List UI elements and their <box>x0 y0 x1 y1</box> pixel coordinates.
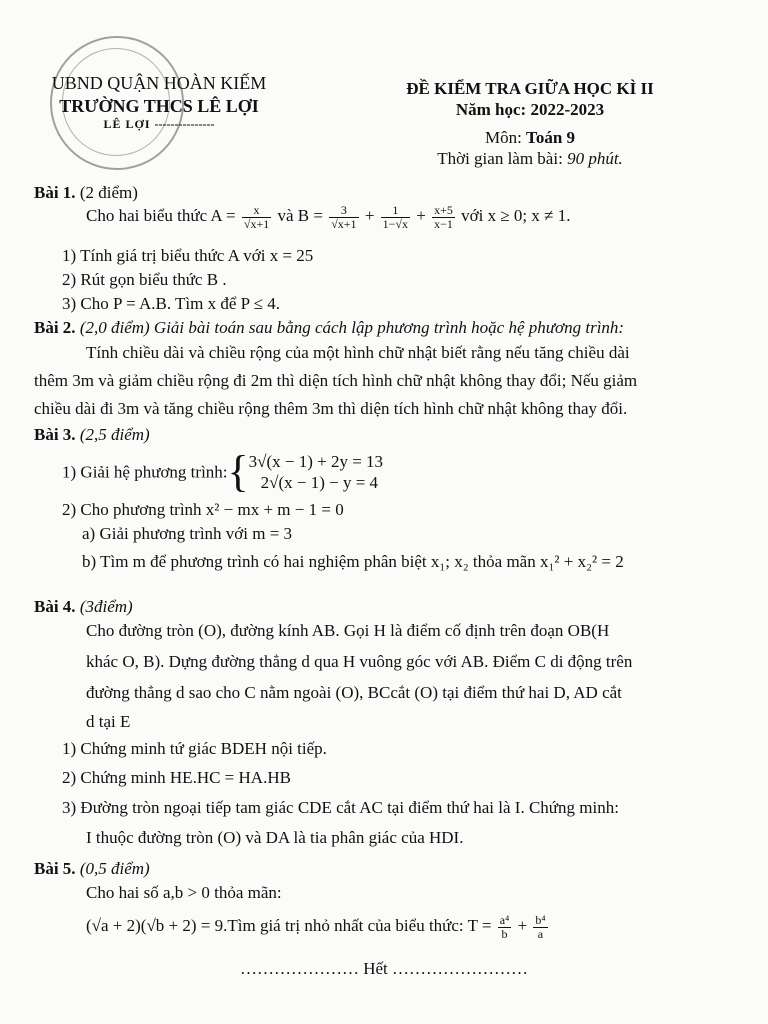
bai1-q3: 3) Cho P = A.B. Tìm x để P ≤ 4. <box>62 294 281 313</box>
bai3-q1: 1) Giải hệ phương trình:{ 3√(x − 1) + 2y = 13 2√(x − 1) − y = 4 <box>62 447 384 496</box>
frac-b1: $\frac{3}{√x+1}$ <box>331 203 357 231</box>
bai4-q3b: I thuộc đường tròn (O) và DA là tia phân giác của HDI. <box>86 828 464 847</box>
bai3-q2: 2) Cho phương trình x² − mx + m − 1 = 0 <box>62 500 344 519</box>
end-marker: ………………… Hết …………………… <box>239 959 529 978</box>
bai4-line4: d tại E <box>86 712 131 731</box>
frac-b3: $\frac{x+5}{x-1}$ <box>434 203 453 231</box>
time-line: Thời gian làm bài: 90 phút. <box>437 148 623 168</box>
exam-title: ĐỀ KIỂM TRA GIỮA HỌC KÌ II <box>406 79 654 98</box>
bai4-line3: đường thẳng d sao cho C nằm ngoài (O), BCcắt (O) tại điểm thứ hai D, AD cắt <box>86 683 622 702</box>
school-name: TRƯỜNG THCS LÊ LỢI <box>59 95 259 116</box>
bai4-q2: 2) Chứng minh HE.HC = HA.HB <box>62 768 291 787</box>
district-name: UBND QUẬN HOÀN KIẾM <box>51 73 267 93</box>
equation-system: 3√(x − 1) + 2y = 13 2√(x − 1) − y = 4 <box>248 451 384 492</box>
bai5-line2: (√a + 2)(√b + 2) = 9.Tìm giá trị nhỏ nhất của biểu thức: T = $\frac{\text{a⁴}}{b}$ + $\frac{\text{b⁴}}{a}$ <box>86 913 546 941</box>
bai2-line3: chiều dài đi 3m và tăng chiều rộng thêm 3m thì diện tích hình chữ nhật không thay đổi. <box>34 399 628 418</box>
bai4-heading: Bài 4. (3điểm) <box>34 597 133 616</box>
seal-text: LÊ LỢI --------------- <box>103 117 215 131</box>
bai4-q1: 1) Chứng minh tứ giác BDEH nội tiếp. <box>62 739 327 758</box>
bai5-heading: Bài 5. (0,5 điểm) <box>34 859 150 878</box>
school-year: Năm học: 2022-2023 <box>455 100 605 120</box>
frac-t2: $\frac{\text{b⁴}}{a}$ <box>535 913 546 941</box>
bai3-q2b: b) Tìm m để phương trình có hai nghiệm phân biệt x₁; x₂ thỏa mãn x₁² + x₂² = 2 <box>82 552 624 571</box>
header-left <box>34 72 284 132</box>
bai4-line2: khác O, B). Dựng đường thẳng d qua H vuông góc với AB. Điểm C di động trên <box>86 652 633 671</box>
header-right <box>360 78 700 169</box>
frac-t1: $\frac{\text{a⁴}}{b}$ <box>499 913 510 941</box>
bai2-line1: Tính chiều dài và chiều rộng của một hình chữ nhật biết rằng nếu tăng chiều dài <box>86 343 630 362</box>
bai1-q2: 2) Rút gọn biểu thức B . <box>62 270 227 289</box>
bai3-q2a: a) Giải phương trình với m = 3 <box>82 524 293 543</box>
bai4-q3a: 3) Đường tròn ngoại tiếp tam giác CDE cắt AC tại điểm thứ hai là I. Chứng minh: <box>62 798 619 817</box>
bai2-line2: thêm 3m và giảm chiều rộng đi 2m thì diện tích hình chữ nhật không thay đổi; Nếu giảm <box>34 371 638 390</box>
bai5-line1: Cho hai số a,b > 0 thỏa mãn: <box>86 883 282 902</box>
bai1-heading: Bài 1. (2 điểm) <box>34 183 138 202</box>
bai1-intro: Cho hai biểu thức A = $\frac{x}{√x+1}$ và B = $\frac{3}{√x+1}$ + $\frac{1}{1-√x}$ + $\frac{x+5}{x-1}$ với x ≥ 0; x ≠ 1. <box>86 203 571 231</box>
bai2-heading: Bài 2. (2,0 điểm) Giải bài toán sau bằng cách lập phương trình hoặc hệ phương trình: <box>34 318 625 337</box>
frac-b2: $\frac{1}{1-√x}$ <box>382 203 409 231</box>
bai4-line1: Cho đường tròn (O), đường kính AB. Gọi H là điểm cố định trên đoạn OB(H <box>86 621 610 640</box>
bai1-q1: 1) Tính giá trị biểu thức A với x = 25 <box>62 246 314 265</box>
bai3-heading: Bài 3. (2,5 điểm) <box>34 425 150 444</box>
frac-a: $\frac{x}{√x+1}$ <box>243 203 270 231</box>
subject-line: Môn: Toán 9 <box>484 127 576 147</box>
